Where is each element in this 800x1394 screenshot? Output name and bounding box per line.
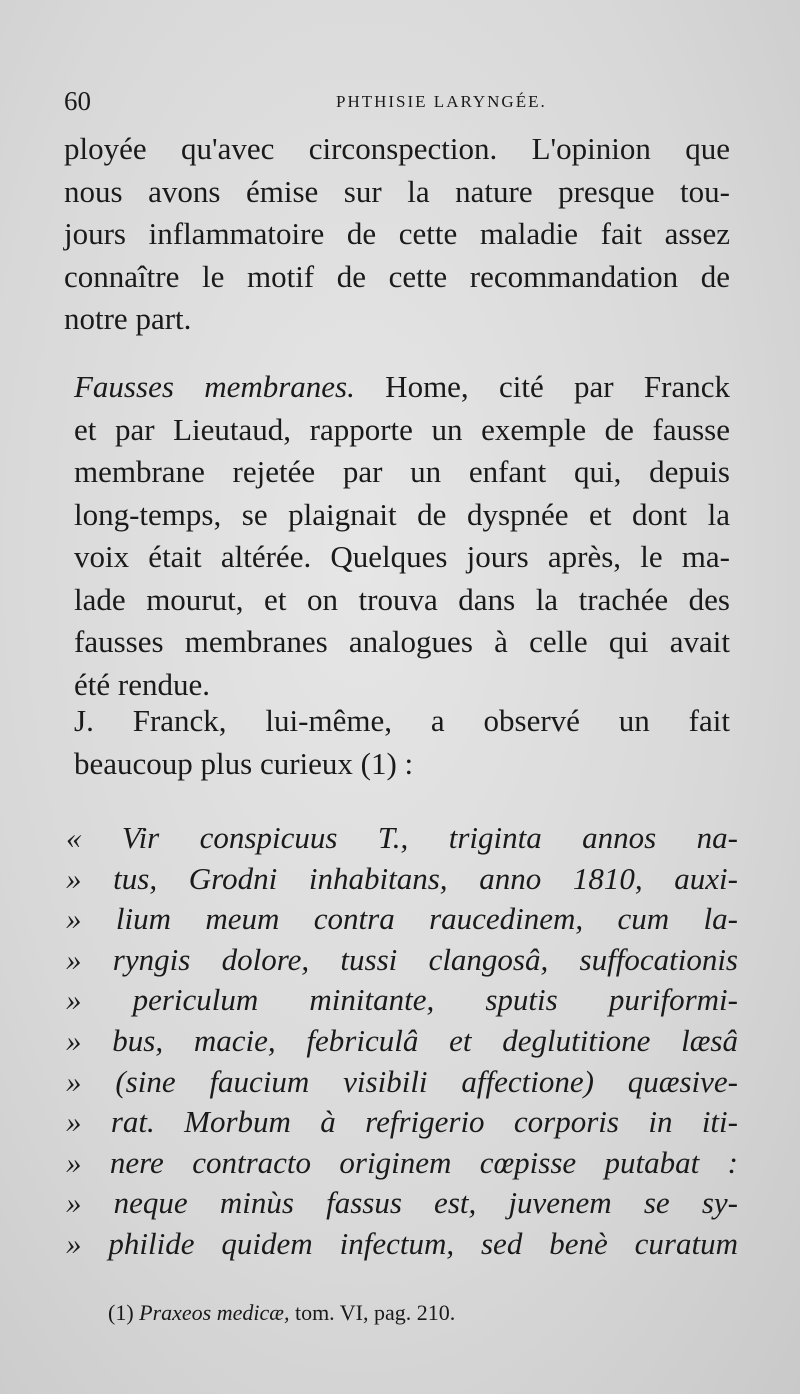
text-line [74, 366, 730, 409]
text-line: fausses membranes analogues à celle qui avait [74, 624, 730, 659]
running-title: PHTHISIE LARYNGÉE. [336, 92, 547, 111]
footnote [108, 1300, 728, 1326]
text-line: nous avons émise sur la nature presque tou- [64, 173, 730, 209]
text-line: membrane rejetée par un enfant qui, depuis [74, 454, 730, 489]
footnote-marker: (1) [108, 1300, 134, 1325]
text-line: connaître le motif de cette recommandation de [64, 258, 730, 294]
quote-line: » tus, Grodni inhabitans, anno 1810, auxi- [66, 860, 738, 896]
latin-quotation [66, 818, 738, 1265]
page-number: 60 [64, 86, 91, 116]
quote-line: » nere contracto originem cœpisse putabat : [66, 1144, 738, 1180]
quote-line: » (sine faucium visibili affectione) quæsive- [66, 1063, 738, 1099]
quote-line: » philide quidem infectum, sed benè curatum [66, 1225, 738, 1261]
quote-line: » periculum minitante, sputis puriformi- [66, 982, 738, 1018]
text-line: jours inflammatoire de cette maladie fait assez [64, 216, 730, 251]
text-line: voix était altérée. Quelques jours après, le ma- [74, 539, 730, 574]
page-header [64, 86, 724, 126]
paragraph-false-membranes [74, 366, 730, 706]
text-line: lade mourut, et on trouva dans la trachée des [74, 581, 730, 617]
quote-line: » lium meum contra raucedinem, cum la- [66, 901, 738, 937]
text-line: J. Franck, lui-même, a observé un fait [74, 703, 730, 738]
section-heading: Fausses membranes. [74, 369, 355, 404]
text-line: long-temps, se plaignait de dyspnée et dont la [74, 496, 730, 532]
quote-line: « Vir conspicuus T., triginta annos na- [66, 820, 738, 855]
text-line: et par Lieutaud, rapporte un exemple de fausse [74, 411, 730, 447]
text-line: ployée qu'avec circonspection. L'opinion que [64, 131, 730, 166]
quote-line: » rat. Morbum à refrigerio corporis in iti- [66, 1104, 738, 1140]
heading-line-rest: Home, cité par Franck [354, 369, 731, 404]
paragraph-franck [74, 700, 730, 785]
quote-line: » neque minùs fassus est, juvenem se sy- [66, 1185, 738, 1221]
text-line: notre part. [64, 301, 192, 336]
text-line: beaucoup plus curieux (1) : [74, 745, 414, 781]
quote-line: » ryngis dolore, tussi clangosâ, suffocationis [66, 941, 738, 977]
footnote-reference: tom. VI, pag. 210. [294, 1300, 456, 1325]
paragraph-continuation [64, 128, 730, 341]
text-line: été rendue. [74, 666, 210, 702]
quote-line: » bus, macie, febriculâ et deglutitione læsâ [66, 1022, 738, 1058]
footnote-title: Praxeos medicæ, [139, 1300, 290, 1325]
